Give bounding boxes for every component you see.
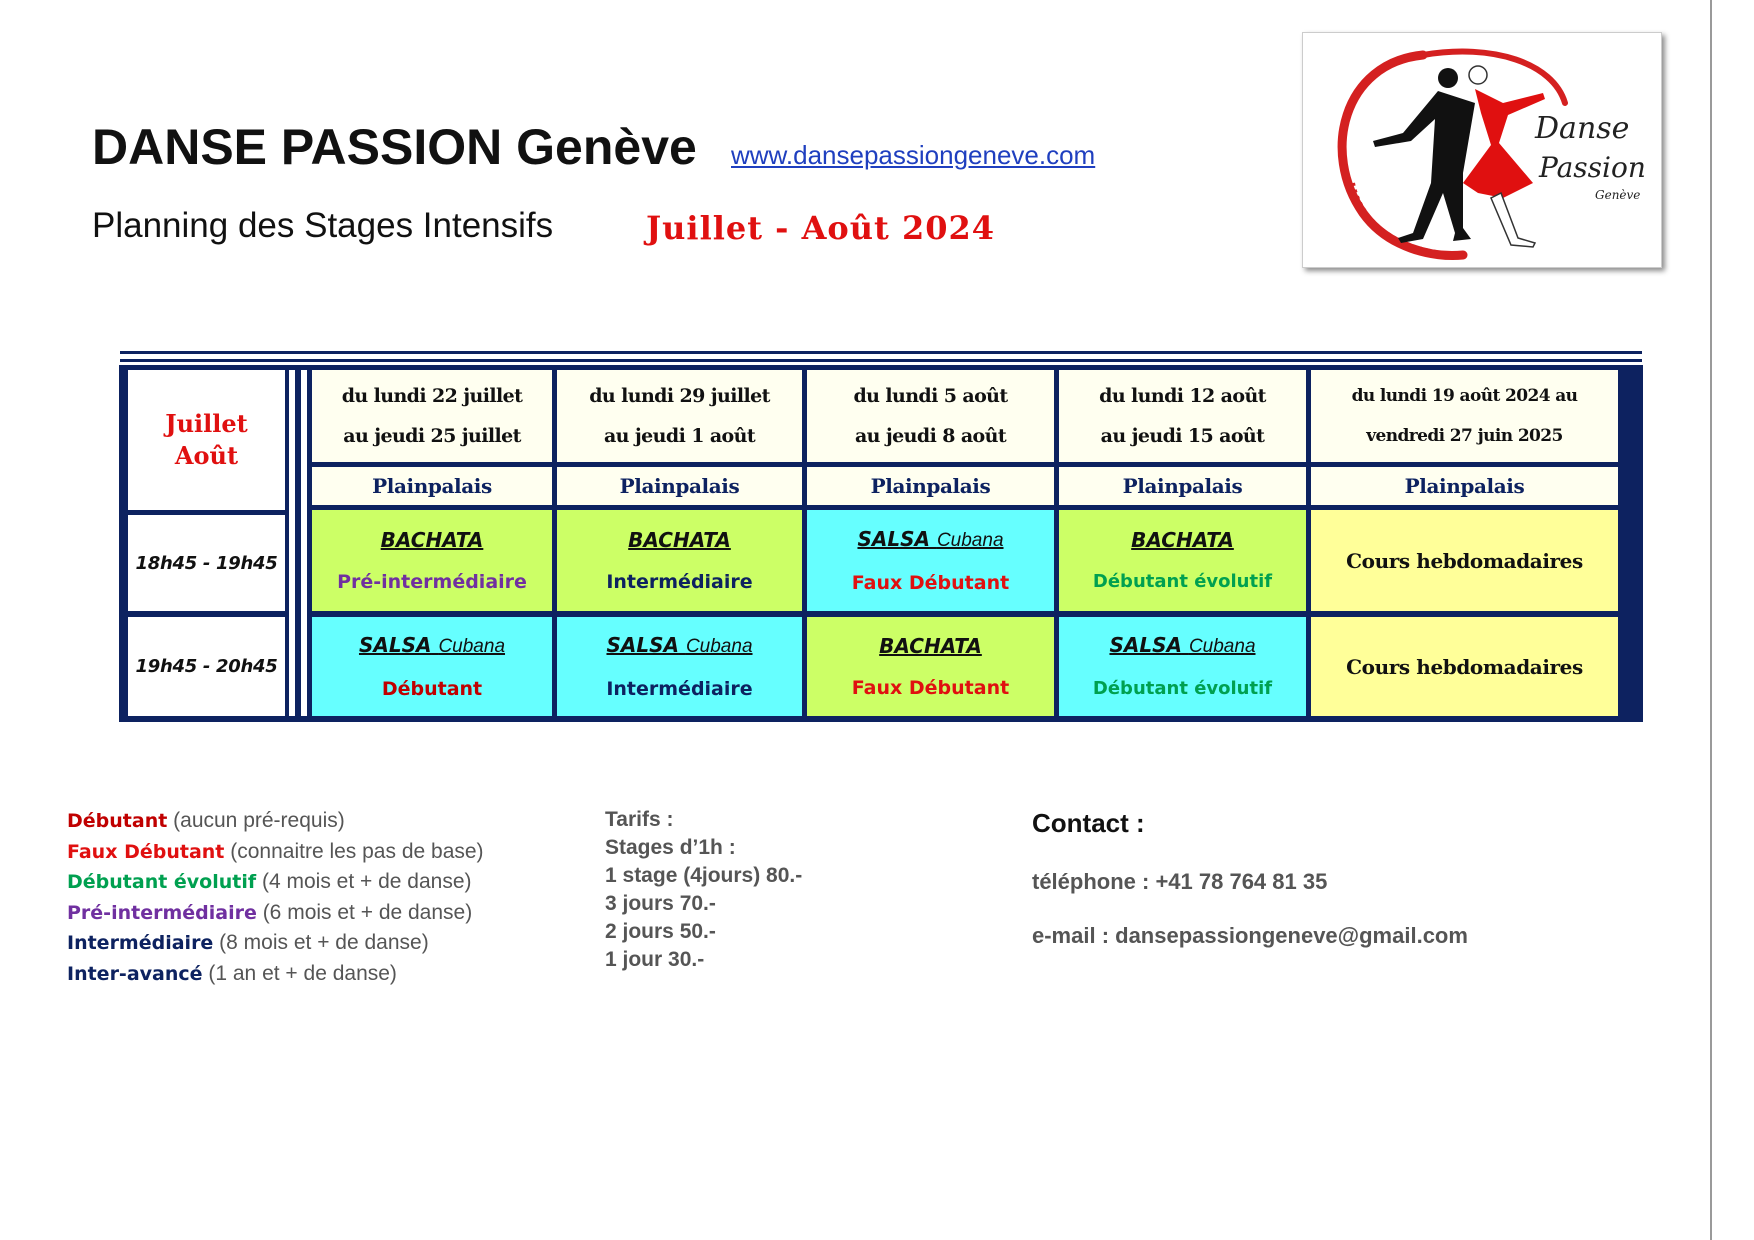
contact-phone: téléphone : +41 78 764 81 35 — [1032, 869, 1328, 894]
level-legend — [67, 806, 484, 990]
place-label: Plainpalais — [619, 474, 740, 498]
legend-desc: (aucun pré-requis) — [173, 809, 345, 832]
level-label: Débutant évolutif — [1092, 570, 1273, 592]
level-label: Intermédiaire — [606, 570, 753, 593]
period-label: Juillet - Août 2024 — [646, 209, 995, 247]
course-cell-r1-c3 — [807, 510, 1054, 611]
legend-desc: (8 mois et + de danse) — [219, 931, 429, 955]
dance-name: SALSA Cubana — [1109, 632, 1256, 657]
week-date-start: du lundi 5 août — [853, 385, 1008, 407]
week-date-cell-1 — [312, 370, 552, 462]
legend-item — [67, 928, 484, 959]
legend-level: Pré-intermédiaire — [67, 901, 257, 924]
contact-block — [1032, 808, 1468, 949]
week-date-end: au jeudi 1 août — [603, 425, 756, 447]
legend-item — [67, 959, 484, 990]
legend-level: Inter-avancé — [67, 962, 203, 985]
week-place-cell-3 — [807, 467, 1054, 505]
contact-email[interactable]: e-mail : dansepassiongeneve@gmail.com — [1032, 923, 1468, 948]
week-date-end: vendredi 27 juin 2025 — [1366, 426, 1563, 446]
course-cell-r2-c1 — [312, 617, 552, 716]
logo-text-passion: Passion — [1539, 151, 1646, 184]
course-cell-r1-c1 — [312, 510, 552, 611]
weekly-course-cell-2 — [1311, 617, 1618, 716]
legend-level: Faux Débutant — [67, 840, 225, 863]
level-label: Débutant évolutif — [1092, 677, 1273, 699]
place-label: Plainpalais — [1122, 474, 1243, 498]
week-date-start: du lundi 29 juillet — [589, 385, 770, 407]
corner-month-1: Juillet — [165, 409, 248, 438]
legend-desc: (1 an et + de danse) — [208, 961, 397, 985]
dance-name: BACHATA — [879, 633, 982, 658]
dance-name: BACHATA — [1131, 527, 1234, 552]
pricing-block — [605, 806, 802, 974]
level-label: Débutant — [381, 677, 483, 700]
week-date-cell-5 — [1311, 370, 1618, 462]
weekly-course-cell-1 — [1311, 510, 1618, 611]
week-date-cell-2 — [557, 370, 802, 462]
dance-name: SALSA Cubana — [857, 526, 1004, 551]
dance-name: BACHATA — [628, 527, 731, 552]
week-date-end: au jeudi 15 août — [1100, 425, 1265, 447]
week-date-start: du lundi 22 juillet — [341, 385, 523, 407]
place-label: Plainpalais — [372, 474, 492, 498]
week-date-cell-3 — [807, 370, 1054, 462]
logo — [1302, 32, 1662, 268]
week-date-start: du lundi 19 août 2024 au — [1351, 386, 1578, 406]
legend-desc: (6 mois et + de danse) — [262, 900, 473, 924]
logo-text-danse: Danse — [1535, 111, 1630, 146]
level-label: Intermédiaire — [606, 677, 753, 700]
table-corner-cell — [128, 370, 285, 510]
level-label: Faux Débutant — [851, 571, 1010, 594]
week-date-end: au jeudi 8 août — [854, 425, 1007, 447]
page-title: DANSE PASSION Genève — [92, 119, 697, 175]
week-date-end: au jeudi 25 juillet — [343, 425, 521, 447]
pricing-line: 2 jours 50.- — [605, 920, 716, 943]
pricing-line: 3 jours 70.- — [605, 892, 716, 915]
place-label: Plainpalais — [1404, 474, 1525, 498]
course-cell-r2-c4 — [1059, 617, 1306, 716]
dance-name: BACHATA — [380, 527, 484, 552]
legend-item — [67, 806, 484, 837]
column-separator — [289, 370, 295, 716]
time-slot-label: 19h45 - 20h45 — [135, 656, 278, 677]
course-cell-r2-c3 — [807, 617, 1054, 716]
pricing-line: 1 stage (4jours) 80.- — [605, 864, 803, 887]
course-cell-r1-c2 — [557, 510, 802, 611]
corner-month-2: Août — [174, 441, 239, 470]
week-date-start: du lundi 12 août — [1099, 385, 1266, 407]
contact-heading: Contact : — [1032, 808, 1145, 838]
page-subtitle: Planning des Stages Intensifs — [92, 206, 554, 245]
schedule-table — [119, 365, 1643, 722]
week-place-cell-4 — [1059, 467, 1306, 505]
pricing-subheading: Stages d’1h : — [605, 836, 736, 859]
pricing-line: 1 jour 30.- — [605, 948, 705, 971]
place-label: Plainpalais — [870, 474, 991, 498]
dance-name: SALSA Cubana — [358, 632, 506, 657]
website-link[interactable]: www.dansepassiongeneve.com — [731, 140, 1096, 170]
legend-level: Débutant — [67, 810, 168, 832]
table-top-border — [120, 351, 1642, 362]
legend-item — [67, 837, 484, 868]
week-place-cell-2 — [557, 467, 802, 505]
level-label: Pré-intermédiaire — [337, 570, 527, 593]
weekly-course-label: Cours hebdomadaires — [1346, 548, 1583, 573]
time-slot-cell-1 — [128, 515, 285, 611]
logo-text-geneve: Genève — [1595, 188, 1641, 202]
level-label: Faux Débutant — [851, 676, 1010, 699]
legend-level: Intermédiaire — [67, 932, 214, 955]
dance-name: SALSA Cubana — [606, 632, 753, 657]
week-place-cell-5 — [1311, 467, 1618, 505]
time-slot-label: 18h45 - 19h45 — [135, 552, 278, 574]
dancers-logo-icon — [1303, 33, 1661, 267]
week-date-cell-4 — [1059, 370, 1306, 462]
legend-level: Débutant évolutif — [67, 871, 257, 894]
legend-item — [67, 867, 484, 898]
time-slot-cell-2 — [128, 617, 285, 716]
course-cell-r2-c2 — [557, 617, 802, 716]
course-cell-r1-c4 — [1059, 510, 1306, 611]
legend-desc: (4 mois et + de danse) — [261, 870, 472, 894]
page-edge-line — [1710, 0, 1712, 1240]
legend-desc: (connaitre les pas de base) — [230, 839, 484, 863]
column-separator — [301, 370, 307, 716]
legend-item — [67, 898, 484, 929]
weekly-course-label: Cours hebdomadaires — [1346, 654, 1583, 679]
week-place-cell-1 — [312, 467, 552, 505]
pricing-heading: Tarifs : — [605, 808, 674, 831]
